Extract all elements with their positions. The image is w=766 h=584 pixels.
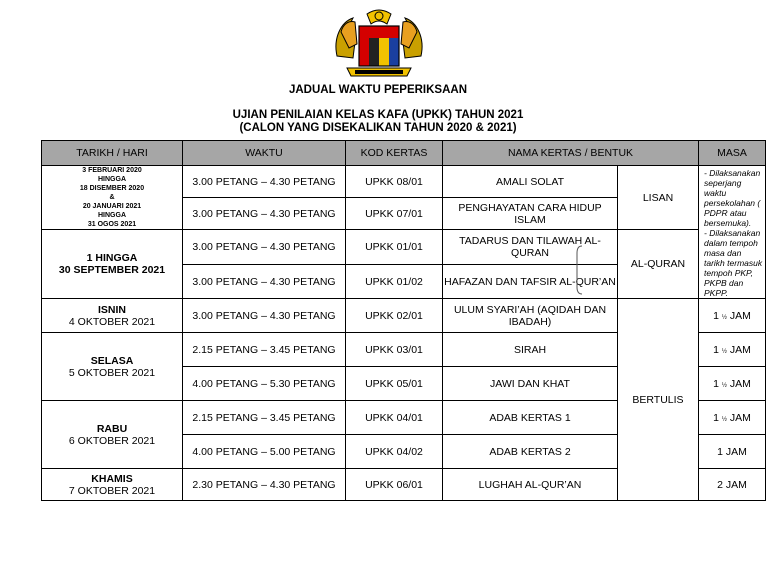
code-cell: UPKK 05/01 bbox=[346, 367, 443, 401]
time-cell: 4.00 PETANG – 5.30 PETANG bbox=[183, 367, 346, 401]
document-subtitle-2: (CALON YANG DISEKALIKAN TAHUN 2020 & 2021) bbox=[239, 122, 517, 134]
code-cell: UPKK 07/01 bbox=[346, 198, 443, 230]
table-row bbox=[42, 166, 766, 198]
paper-cell: AMALI SOLAT bbox=[443, 166, 618, 198]
date-cell: SELASA 5 OKTOBER 2021 bbox=[42, 333, 183, 401]
code-cell: UPKK 06/01 bbox=[346, 469, 443, 501]
column-header-paper: NAMA KERTAS / BENTUK bbox=[443, 141, 699, 166]
code-cell: UPKK 04/02 bbox=[346, 435, 443, 469]
date-cell: RABU 6 OKTOBER 2021 bbox=[42, 401, 183, 469]
paper-cell: JAWI DAN KHAT bbox=[443, 367, 618, 401]
code-cell: UPKK 02/01 bbox=[346, 299, 443, 333]
code-cell: UPKK 08/01 bbox=[346, 166, 443, 198]
time-cell: 2.15 PETANG – 3.45 PETANG bbox=[183, 333, 346, 367]
time-cell: 3.00 PETANG – 4.30 PETANG bbox=[183, 299, 346, 333]
duration-cell: 1 ½ JAM bbox=[699, 299, 766, 333]
time-cell: 2.30 PETANG – 4.30 PETANG bbox=[183, 469, 346, 501]
document-title: JADUAL WAKTU PEPERIKSAAN bbox=[288, 84, 468, 96]
table-row bbox=[42, 230, 766, 265]
form-cell-bertulis: BERTULIS bbox=[618, 299, 699, 501]
form-cell-alquran: AL-QURAN bbox=[618, 230, 699, 299]
paper-cell: PENGHAYATAN CARA HIDUP ISLAM bbox=[443, 198, 618, 230]
coat-of-arms-emblem bbox=[333, 8, 425, 80]
column-header-duration: MASA bbox=[699, 141, 766, 166]
duration-cell: 1 ½ JAM bbox=[699, 401, 766, 435]
paper-cell: SIRAH bbox=[443, 333, 618, 367]
code-cell: UPKK 04/01 bbox=[346, 401, 443, 435]
date-cell-period-1: 3 FEBRUARI 2020 HINGGA 18 DISEMBER 2020 & 20 JANUARI 2021 HINGGA 31 OGOS 2021 bbox=[42, 166, 183, 230]
code-cell: UPKK 01/02 bbox=[346, 265, 443, 299]
paper-cell: TADARUS DAN TILAWAH AL-QURAN bbox=[443, 230, 618, 265]
duration-cell: 1 ½ JAM bbox=[699, 333, 766, 367]
table-header-row bbox=[42, 141, 766, 166]
time-cell: 4.00 PETANG – 5.00 PETANG bbox=[183, 435, 346, 469]
column-header-time: WAKTU bbox=[183, 141, 346, 166]
time-cell: 3.00 PETANG – 4.30 PETANG bbox=[183, 166, 346, 198]
time-cell: 3.00 PETANG – 4.30 PETANG bbox=[183, 198, 346, 230]
code-cell: UPKK 03/01 bbox=[346, 333, 443, 367]
paper-cell: ADAB KERTAS 2 bbox=[443, 435, 618, 469]
form-cell-lisan: LISAN bbox=[618, 166, 699, 230]
paper-cell: LUGHAH AL-QUR’AN bbox=[443, 469, 618, 501]
duration-cell: 2 JAM bbox=[699, 469, 766, 501]
column-header-date: TARIKH / HARI bbox=[42, 141, 183, 166]
document-subtitle-1: UJIAN PENILAIAN KELAS KAFA (UPKK) TAHUN 2021 bbox=[232, 109, 524, 121]
duration-cell: 1 ½ JAM bbox=[699, 367, 766, 401]
code-cell: UPKK 01/01 bbox=[346, 230, 443, 265]
paper-cell: ADAB KERTAS 1 bbox=[443, 401, 618, 435]
time-cell: 3.00 PETANG – 4.30 PETANG bbox=[183, 265, 346, 299]
date-cell-period-2: 1 HINGGA 30 SEPTEMBER 2021 bbox=[42, 230, 183, 299]
time-cell: 2.15 PETANG – 3.45 PETANG bbox=[183, 401, 346, 435]
duration-note-cell: - Dilaksanakan seperjang waktu persekolahan ( PDPR atau bersemuka). - Dilaksanakan dalam tempoh masa dan tarikh termasuk tempoh PKP, PKPB dan PKPP. bbox=[699, 166, 766, 299]
table-row bbox=[42, 299, 766, 333]
duration-cell: 1 JAM bbox=[699, 435, 766, 469]
paper-cell: ULUM SYARI’AH (AQIDAH DAN IBADAH) bbox=[443, 299, 618, 333]
exam-schedule-table bbox=[41, 140, 766, 501]
brace-mark bbox=[575, 245, 583, 295]
time-cell: 3.00 PETANG – 4.30 PETANG bbox=[183, 230, 346, 265]
paper-cell: HAFAZAN DAN TAFSIR AL-QUR’AN bbox=[443, 265, 618, 299]
date-cell: KHAMIS 7 OKTOBER 2021 bbox=[42, 469, 183, 501]
date-cell: ISNIN 4 OKTOBER 2021 bbox=[42, 299, 183, 333]
column-header-code: KOD KERTAS bbox=[346, 141, 443, 166]
